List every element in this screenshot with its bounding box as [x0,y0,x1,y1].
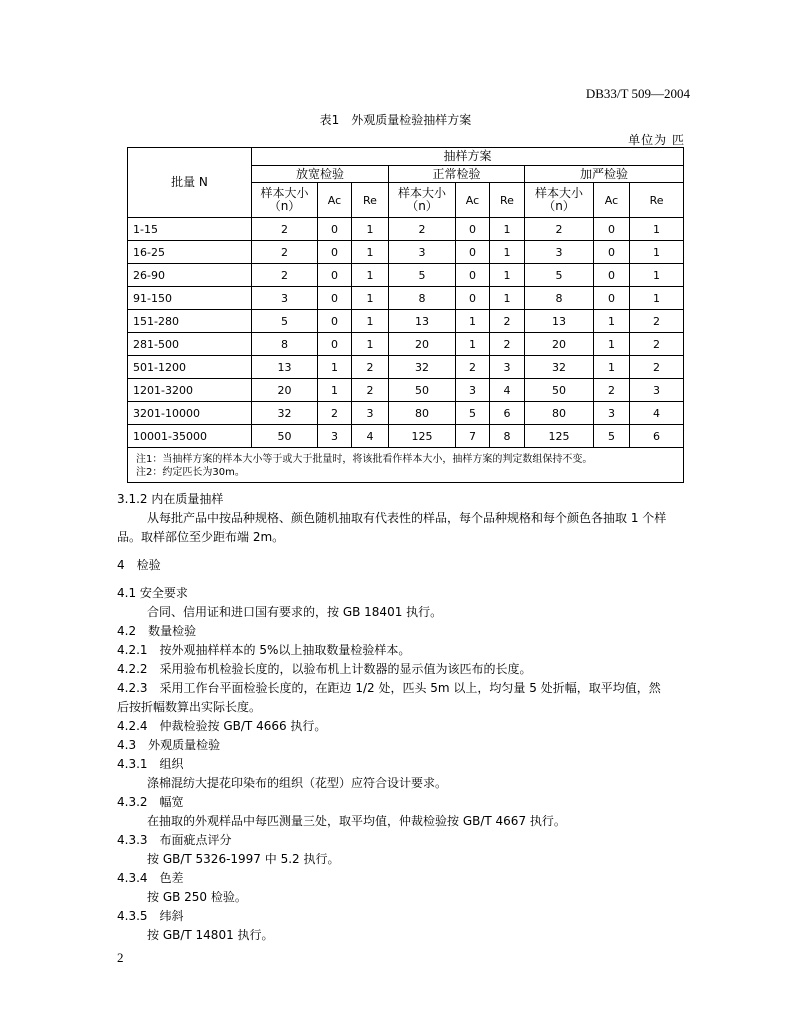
table-cell: 13 [525,310,594,333]
table-cell: 4 [630,402,684,425]
table-cell: 3 [389,241,456,264]
table-cell: 1 [352,287,389,310]
batch-size-cell: 26-90 [128,264,252,287]
sample-size-header: 样本大小 （n） [525,183,594,218]
table-cell: 0 [456,264,490,287]
table-cell: 3 [630,379,684,402]
table-cell: 4 [352,425,389,448]
section-4-3-4-title: 4.3.4 色差 [117,871,184,885]
table-row [128,218,684,241]
table-cell: 20 [389,333,456,356]
section-4-1-title: 4.1 安全要求 [117,586,188,600]
section-4-title: 4 检验 [117,558,161,572]
table-cell: 2 [594,379,630,402]
section-4-2-4: 4.2.4 仲裁检验按 GB/T 4666 执行。 [117,719,327,733]
table-cell: 50 [252,425,318,448]
table-cell: 8 [525,287,594,310]
table-cell: 5 [456,402,490,425]
table-cell: 8 [252,333,318,356]
table-cell: 3 [352,402,389,425]
table-cell: 4 [490,379,525,402]
table-cell: 1 [490,241,525,264]
normal-inspection-header: 正常检验 [389,166,525,183]
table-row [128,379,684,402]
table-cell: 32 [252,402,318,425]
batch-size-cell: 16-25 [128,241,252,264]
table-row [128,310,684,333]
table-cell: 125 [525,425,594,448]
batch-size-cell: 1-15 [128,218,252,241]
table-cell: 1 [318,379,352,402]
batch-size-header: 批量 N [128,148,252,218]
table-cell: 0 [318,264,352,287]
batch-size-cell: 91-150 [128,287,252,310]
section-3-1-2-paragraph-cont: 品。取样部位至少距布端 2m。 [117,530,285,544]
table-cell: 1 [630,287,684,310]
table-cell: 1 [456,333,490,356]
table-cell: 13 [252,356,318,379]
table-cell: 1 [352,264,389,287]
reduced-inspection-header: 放宽检验 [252,166,389,183]
table-cell: 8 [490,425,525,448]
ac-header: Ac [318,183,352,218]
sample-size-header: 样本大小 （n） [389,183,456,218]
table-row [128,287,684,310]
tightened-inspection-header: 加严检验 [525,166,684,183]
table-cell: 0 [318,310,352,333]
table-cell: 1 [490,218,525,241]
table-cell: 3 [252,287,318,310]
table-cell: 6 [630,425,684,448]
table-row [128,333,684,356]
table-row [128,241,684,264]
page-number: 2 [117,950,124,965]
sampling-plan-table [127,147,684,483]
table-cell: 80 [525,402,594,425]
table-cell: 1 [630,241,684,264]
table-notes [128,448,684,483]
table-cell: 2 [456,356,490,379]
table-cell: 13 [389,310,456,333]
batch-size-cell: 10001-35000 [128,425,252,448]
section-3-1-2-title: 3.1.2 内在质量抽样 [117,492,224,506]
table-cell: 6 [490,402,525,425]
section-4-3-title: 4.3 外观质量检验 [117,738,221,752]
table-cell: 3 [525,241,594,264]
sampling-plan-header: 抽样方案 [252,148,684,166]
table-row [128,264,684,287]
table-cell: 50 [389,379,456,402]
table-cell: 5 [252,310,318,333]
batch-size-cell: 501-1200 [128,356,252,379]
section-3-1-2-paragraph: 从每批产品中按品种规格、颜色随机抽取有代表性的样品，每个品种规格和每个颜色各抽取 1 个样 [147,511,667,525]
table-row [128,356,684,379]
section-4-3-5-paragraph: 按 GB/T 14801 执行。 [147,928,274,942]
re-header: Re [352,183,389,218]
table-cell: 1 [352,310,389,333]
table-cell: 0 [594,218,630,241]
table-cell: 2 [630,356,684,379]
table-cell: 3 [490,356,525,379]
section-4-3-2-paragraph: 在抽取的外观样品中每匹测量三处，取平均值，仲裁检验按 GB/T 4667 执行。 [147,814,566,828]
table-cell: 2 [490,310,525,333]
section-4-3-3-paragraph: 按 GB/T 5326-1997 中 5.2 执行。 [147,852,340,866]
table-cell: 0 [318,218,352,241]
table-cell: 5 [389,264,456,287]
table-cell: 1 [318,356,352,379]
table-cell: 125 [389,425,456,448]
table-cell: 1 [490,287,525,310]
section-4-2-3: 4.2.3 采用工作台平面检验长度的，在距边 1/2 处，匹头 5m 以上，均匀量 5 处折幅，取平均值，然 [117,681,661,695]
table-cell: 20 [525,333,594,356]
section-4-3-5-title: 4.3.5 纬斜 [117,909,184,923]
table-cell: 1 [594,333,630,356]
table-cell: 1 [490,264,525,287]
sample-size-header: 样本大小 （n） [252,183,318,218]
table-title: 表1 外观质量检验抽样方案 [319,113,472,127]
table-cell: 2 [352,356,389,379]
table-cell: 1 [630,218,684,241]
section-4-2-3-cont: 后按折幅数算出实际长度。 [117,700,262,714]
section-4-2-2: 4.2.2 采用验布机检验长度的，以验布机上计数器的显示值为该匹布的长度。 [117,662,532,676]
table-cell: 0 [318,241,352,264]
table-cell: 2 [318,402,352,425]
table-cell: 2 [352,379,389,402]
table-cell: 2 [490,333,525,356]
section-4-3-1-paragraph: 涤棉混纺大提花印染布的组织（花型）应符合设计要求。 [147,776,448,790]
section-4-3-2-title: 4.3.2 幅宽 [117,795,184,809]
table-cell: 2 [252,218,318,241]
table-cell: 1 [456,310,490,333]
table-cell: 1 [594,356,630,379]
table-cell: 5 [594,425,630,448]
batch-size-cell: 281-500 [128,333,252,356]
table-row [128,425,684,448]
table-cell: 3 [456,379,490,402]
table-cell: 1 [630,264,684,287]
table-cell: 1 [594,310,630,333]
table-note-2: 注2：约定匹长为30m。 [136,467,245,478]
table-cell: 50 [525,379,594,402]
table-row [128,402,684,425]
table-cell: 0 [456,287,490,310]
table-unit-note: 单位为 匹 [628,133,685,147]
table-cell: 0 [456,241,490,264]
table-cell: 0 [318,333,352,356]
table-cell: 1 [352,333,389,356]
document-code: DB33/T 509—2004 [585,86,690,101]
table-cell: 5 [525,264,594,287]
table-cell: 0 [318,287,352,310]
section-4-3-4-paragraph: 按 GB 250 检验。 [147,890,247,904]
batch-size-cell: 151-280 [128,310,252,333]
table-cell: 32 [389,356,456,379]
table-cell: 32 [525,356,594,379]
re-header: Re [630,183,684,218]
table-cell: 2 [525,218,594,241]
section-4-3-3-title: 4.3.3 布面疵点评分 [117,833,232,847]
table-note-1: 注1：当抽样方案的样本大小等于或大于批量时，将该批看作样本大小，抽样方案的判定数组保持不变。 [136,454,593,465]
table-cell: 3 [594,402,630,425]
table-cell: 20 [252,379,318,402]
batch-size-cell: 1201-3200 [128,379,252,402]
table-cell: 2 [252,241,318,264]
table-cell: 0 [594,241,630,264]
section-4-1-paragraph: 合同、信用证和进口国有要求的，按 GB 18401 执行。 [147,605,443,619]
table-cell: 2 [630,333,684,356]
table-cell: 7 [456,425,490,448]
batch-size-cell: 3201-10000 [128,402,252,425]
ac-header: Ac [456,183,490,218]
section-4-2-title: 4.2 数量检验 [117,624,197,638]
table-cell: 0 [594,264,630,287]
table-cell: 80 [389,402,456,425]
section-4-3-1-title: 4.3.1 组织 [117,757,184,771]
table-cell: 0 [456,218,490,241]
ac-header: Ac [594,183,630,218]
table-cell: 1 [352,241,389,264]
table-cell: 2 [252,264,318,287]
table-cell: 0 [594,287,630,310]
table-cell: 8 [389,287,456,310]
re-header: Re [490,183,525,218]
table-cell: 3 [318,425,352,448]
table-cell: 2 [630,310,684,333]
section-4-2-1: 4.2.1 按外观抽样样本的 5%以上抽取数量检验样本。 [117,643,411,657]
table-cell: 2 [389,218,456,241]
table-cell: 1 [352,218,389,241]
